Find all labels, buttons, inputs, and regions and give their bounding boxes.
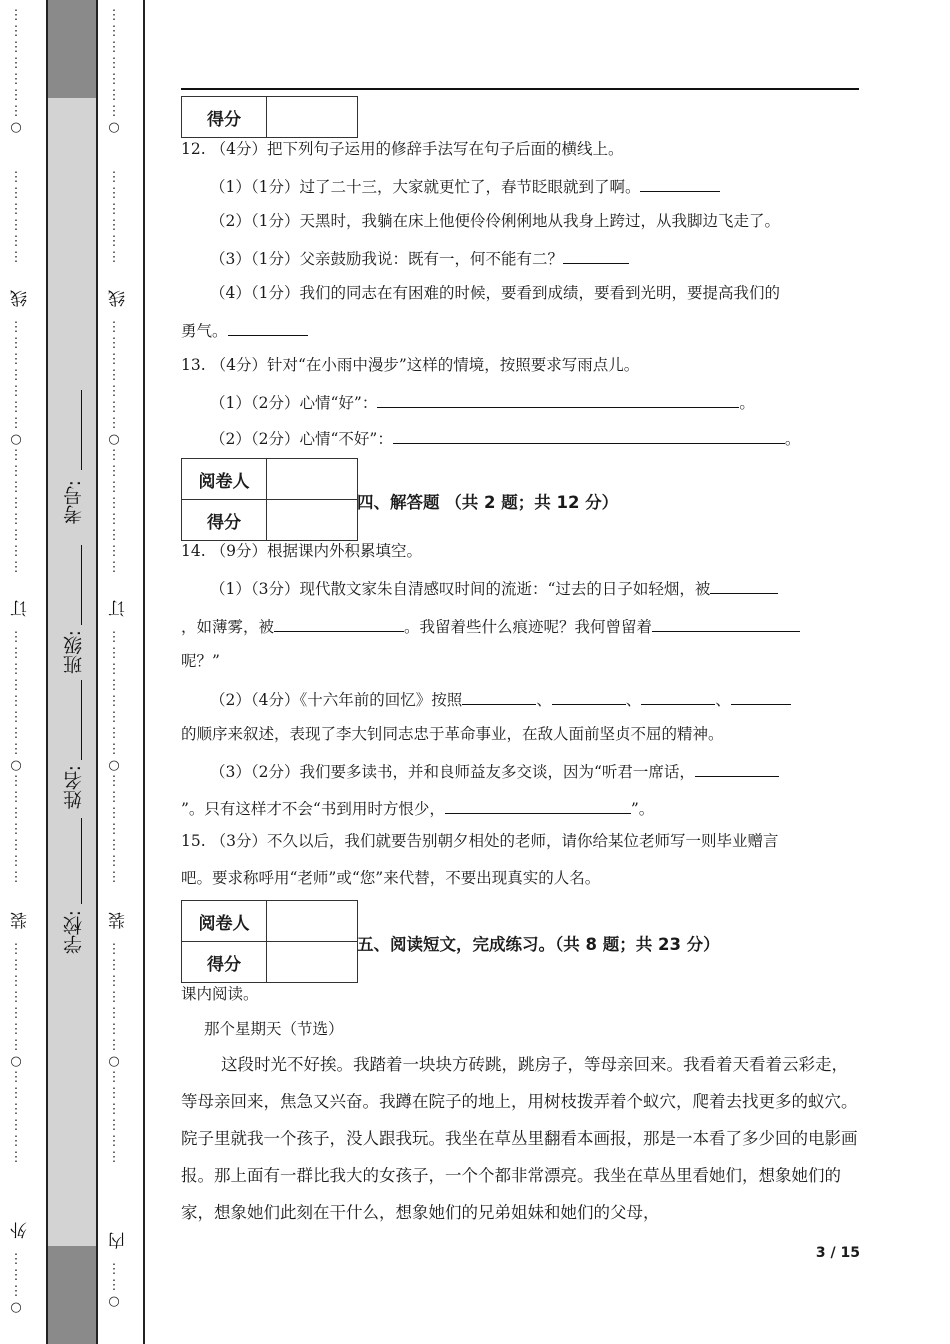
q14-stem: 14. （9分）根据课内外积累填空。	[181, 542, 422, 560]
score-box-section4	[181, 458, 358, 541]
q12-item-4: （4）（1分）我们的同志在有困难的时候，要看到成绩，要看到光明，要提高我们的	[210, 284, 780, 302]
answer-blank[interactable]	[462, 688, 536, 705]
score-cell[interactable]	[267, 500, 358, 541]
answer-blank[interactable]	[228, 319, 308, 336]
class-field[interactable]	[81, 545, 82, 625]
q14-item-2: （2）（4分）《十六年前的回忆》按照 、 、 、	[210, 688, 791, 710]
score-box-q12	[181, 96, 358, 138]
score-label: 得分	[182, 942, 267, 983]
q15-line-2: 吧。要求称呼用“老师”或“您”来代替，不要出现真实的人名。	[181, 869, 601, 887]
score-cell[interactable]	[267, 97, 358, 138]
binding-inner-line	[143, 0, 145, 1344]
exam-number-label: 考号:	[63, 480, 85, 525]
outer-binding-dots: ⋮ ⋮ ⋮ ⋮ ⋮ ⋮ ⋮ ○	[9, 8, 23, 135]
q14-item-3-cont: ”。只有这样才不会“书到用时方恨少， ”。	[181, 797, 654, 819]
inner-mark-line: 线	[109, 290, 129, 307]
section4-heading: 四、解答题 （共 2 题；共 12 分）	[357, 493, 619, 512]
answer-blank[interactable]	[731, 688, 791, 705]
outer-mark-line: 线	[11, 290, 31, 307]
q13-item-1: （1）（2分）心情“好”： 。	[210, 391, 755, 413]
q14-item-2-cont: 的顺序来叙述，表现了李大钊同志忠于革命事业，在敌人面前坚贞不屈的精神。	[181, 725, 724, 743]
reviewer-cell[interactable]	[267, 901, 358, 942]
q12-item-1: （1）（1分）过了二十三，大家就更忙了，春节眨眼就到了啊。	[210, 175, 720, 197]
reviewer-label: 阅卷人	[182, 901, 267, 942]
reading-passage: 这段时光不好挨。我踏着一块块方砖跳，跳房子，等母亲回来。我看着天看着云彩走，等母亲回来，焦急又兴奋。我蹲在院子的地上，用树枝拨弄着个蚁穴，爬着去找更多的蚁穴。院子里就我一个孩子，没人跟我玩。我坐在草丛里翻看本画报，那是一本看了多少回的电影画报。那上面有一群比我大的女孩子，一个个都非常漂亮。我坐在草丛里看她们，想象她们的家，想象她们此刻在干什么，想象她们的兄弟姐妹和她们的父母，	[181, 1055, 858, 1222]
outer-binding-dots: ⋮ ⋮ ⋮ ⋮ ⋮ ⋮	[9, 170, 23, 265]
gutter-right-line	[96, 0, 98, 1344]
q13-stem: 13. （4分）针对“在小雨中漫步”这样的情境，按照要求写雨点儿。	[181, 356, 640, 374]
answer-blank[interactable]	[710, 577, 778, 594]
inner-binding-dots: ⋮ ⋮ ⋮ ⋮ ⋮ ⋮	[107, 170, 121, 265]
answer-blank[interactable]	[274, 615, 404, 632]
outer-binding-dots: ⋮ ⋮ ⋮ ○	[9, 1252, 23, 1315]
q14-item-1-cont: ，如薄雾，被 。我留着些什么痕迹呢？我何曾留着	[181, 615, 800, 637]
inner-binding-dots: ⋮ ⋮ ○	[107, 1262, 121, 1309]
q14-item-1: （1）（3分）现代散文家朱自清感叹时间的流逝：“过去的日子如轻烟，被	[210, 577, 778, 599]
inner-binding-dots: ⋮ ⋮ ⋮ ⋮ ⋮ ⋮ ⋮ ○	[107, 8, 121, 135]
reviewer-cell[interactable]	[267, 459, 358, 500]
score-label: 得分	[182, 97, 267, 138]
outer-mark-zhuang: 装	[11, 912, 31, 929]
gutter-bottom-band	[48, 1246, 96, 1344]
gutter-left-line	[46, 0, 48, 1344]
inner-binding-dots: ⋮ ⋮ ⋮ ⋮ ⋮ ⋮ ⋮ ⋮ ○ ⋮ ⋮ ⋮ ⋮ ⋮ ⋮ ⋮	[107, 630, 121, 885]
exam-number-field[interactable]	[81, 390, 82, 470]
reading-title: 那个星期天（节选）	[204, 1020, 344, 1038]
answer-blank[interactable]	[640, 175, 720, 192]
q12-stem: 12. （4分）把下列句子运用的修辞手法写在句子后面的横线上。	[181, 140, 624, 158]
inner-mark-ding: 订	[109, 600, 129, 617]
score-box-section5	[181, 900, 358, 983]
score-cell[interactable]	[267, 942, 358, 983]
name-label: 姓名:	[63, 765, 85, 810]
gutter-top-band	[48, 0, 96, 98]
page-top-rule	[181, 88, 859, 90]
answer-blank[interactable]	[641, 688, 715, 705]
inner-binding-dots: ⋮ ⋮ ⋮ ⋮ ⋮ ⋮ ⋮ ○ ⋮ ⋮ ⋮ ⋮ ⋮ ⋮	[107, 942, 121, 1165]
outer-binding-dots: ⋮ ⋮ ⋮ ⋮ ⋮ ⋮ ⋮ ○ ⋮ ⋮ ⋮ ⋮ ⋮ ⋮ ⋮ ⋮	[9, 320, 23, 575]
answer-blank[interactable]	[695, 760, 779, 777]
answer-blank[interactable]	[652, 615, 800, 632]
outer-binding-dots: ⋮ ⋮ ⋮ ⋮ ⋮ ⋮ ⋮ ⋮ ○ ⋮ ⋮ ⋮ ⋮ ⋮ ⋮ ⋮	[9, 630, 23, 885]
q12-item-2: （2）（1分）天黑时，我躺在床上他便伶伶俐俐地从我身上跨过，从我脚边飞走了。	[210, 212, 780, 230]
inner-mark-zhuang: 装	[109, 912, 129, 929]
inner-mark-nei: 内	[109, 1232, 129, 1249]
q12-item-4-cont: 勇气。	[181, 319, 308, 341]
class-label: 班级:	[63, 630, 85, 675]
answer-blank[interactable]	[393, 427, 785, 444]
inner-binding-dots: ⋮ ⋮ ⋮ ⋮ ⋮ ⋮ ⋮ ○ ⋮ ⋮ ⋮ ⋮ ⋮ ⋮ ⋮ ⋮	[107, 320, 121, 575]
school-field[interactable]	[81, 818, 82, 904]
outer-mark-ding: 订	[11, 600, 31, 617]
answer-blank[interactable]	[445, 797, 631, 814]
reading-intro: 课内阅读。	[181, 985, 259, 1003]
q13-item-2: （2）（2分）心情“不好”： 。	[210, 427, 800, 449]
score-label: 得分	[182, 500, 267, 541]
q12-item-3: （3）（1分）父亲鼓励我说：既有一，何不能有二？	[210, 247, 629, 269]
answer-blank[interactable]	[563, 247, 629, 264]
outer-binding-dots: ⋮ ⋮ ⋮ ⋮ ⋮ ⋮ ⋮ ○ ⋮ ⋮ ⋮ ⋮ ⋮ ⋮	[9, 942, 23, 1165]
school-label: 学校:	[63, 910, 85, 955]
section5-heading: 五、阅读短文，完成练习。（共 8 题；共 23 分）	[357, 935, 720, 954]
outer-mark-wai: 外	[11, 1222, 31, 1239]
reviewer-label: 阅卷人	[182, 459, 267, 500]
name-field[interactable]	[81, 680, 82, 760]
q14-item-1-end: 呢？”	[181, 652, 220, 670]
answer-blank[interactable]	[552, 688, 626, 705]
q14-item-3: （3）（2分）我们要多读书，并和良师益友多交谈，因为“听君一席话，	[210, 760, 779, 782]
page-number: 3 / 15	[815, 1245, 860, 1261]
answer-blank[interactable]	[377, 391, 739, 408]
q15-line-1: 15. （3分）不久以后，我们就要告别朝夕相处的老师，请你给某位老师写一则毕业赠言	[181, 832, 779, 850]
